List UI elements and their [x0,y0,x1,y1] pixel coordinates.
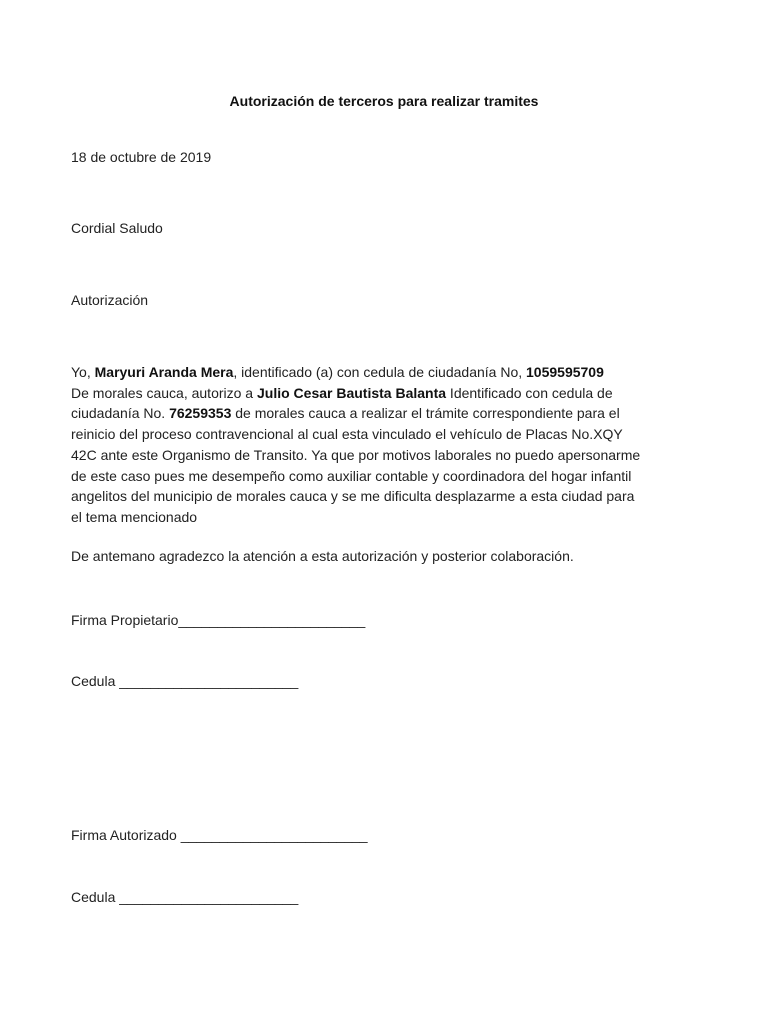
body-line: ciudadanía No. 76259353 de morales cauca a realizar el trámite correspondiente para el [71,405,620,422]
body-line: de este caso pues me desempeño como auxiliar contable y coordinadora del hogar infantil [71,467,632,484]
authorized-name: Julio Cesar Bautista Balanta [256,384,447,401]
body-line: el tema mencionado [71,508,198,525]
body-line: angelitos del municipio de morales cauca y se me dificulta desplazarme a esta ciudad para [71,488,635,505]
body-line: Yo, Maryuri Aranda Mera, identificado (a) con cedula de ciudadanía No, 1059595709 [71,364,604,380]
authorization-body [71,362,697,528]
thanks-line: De antemano agradezco la atención a esta autorización y posterior colaboración. [71,548,574,564]
body-line: 42C ante este Organismo de Transito. Ya que por motivos laborales no puedo apersonarme [71,446,641,463]
authorized-cedula-field: Cedula _______________________ [71,889,299,905]
authorized-signature-field: Firma Autorizado ________________________ [71,827,368,843]
greeting: Cordial Saludo [71,220,163,236]
body-line: De morales cauca, autorizo a Julio Cesar Bautista Balanta Identificado con cedula de [71,384,613,401]
owner-id-number: 1059595709 [526,364,604,380]
owner-cedula-field: Cedula _______________________ [71,673,299,689]
owner-signature-field: Firma Propietario________________________ [71,612,366,628]
document-title: Autorización de terceros para realizar tramites [229,93,539,109]
body-line: reinicio del proceso contravencional al cual esta vinculado el vehículo de Placas No.XQY [71,426,623,443]
document-date: 18 de octubre de 2019 [71,149,212,165]
authorized-id-number: 76259353 [169,405,232,422]
subject-line: Autorización [71,292,149,308]
owner-name: Maryuri Aranda Mera [94,364,234,380]
